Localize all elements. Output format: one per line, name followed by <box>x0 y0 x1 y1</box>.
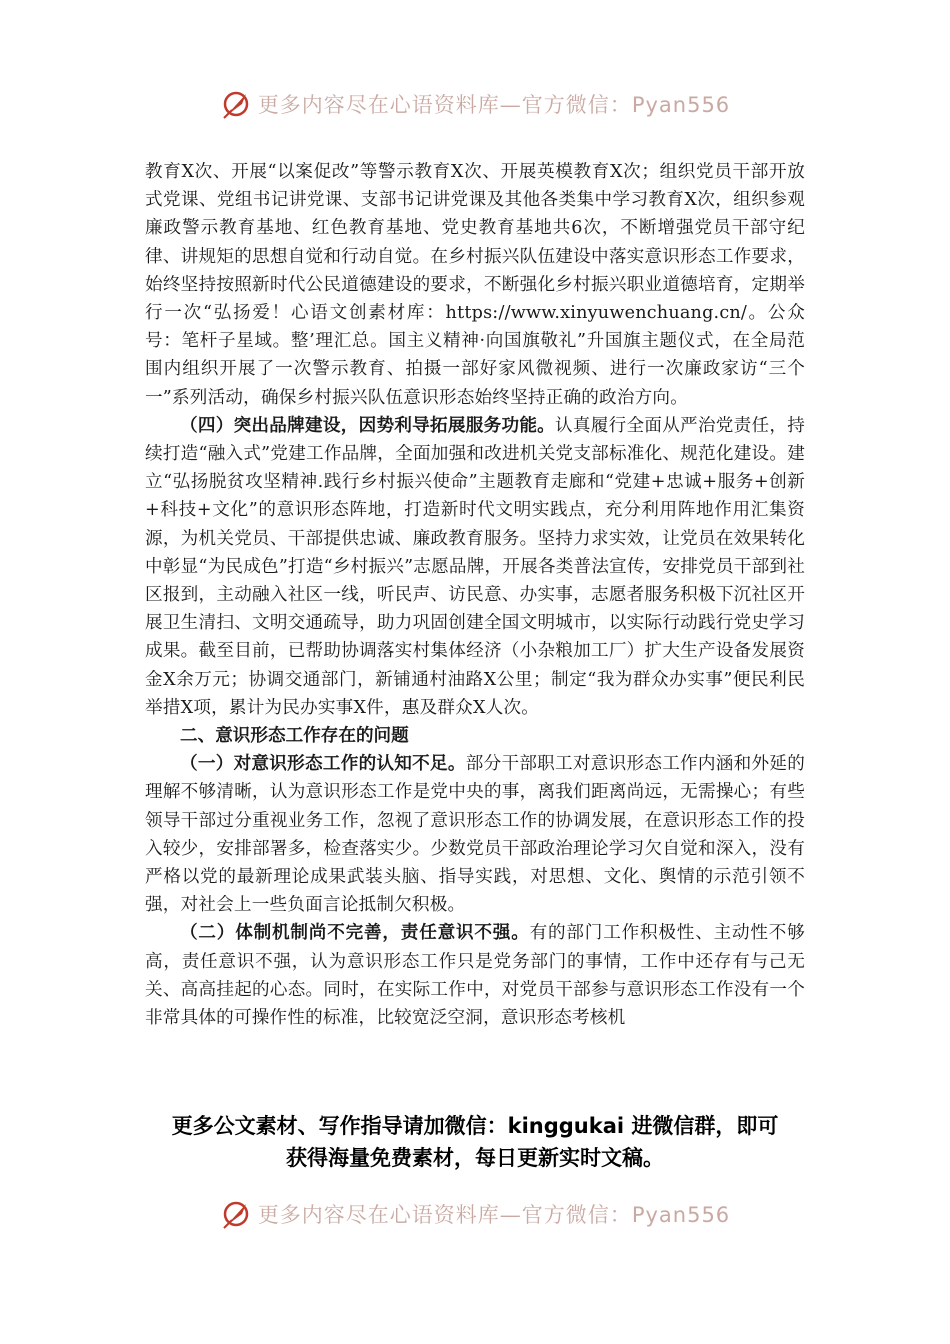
section-heading: 二、意识形态工作存在的问题 <box>180 726 409 747</box>
footer-wechat-id: Pyan556 <box>631 1203 731 1227</box>
promo-line-2: 获得海量免费素材，每日更新实时文稿。 <box>286 1146 664 1170</box>
promo-line-1: 更多公文素材、写作指导请加微信：kinggukai 进微信群，即可 <box>171 1114 779 1138</box>
header-banner <box>0 84 950 124</box>
quill-logo-icon <box>220 1198 252 1230</box>
paragraph-problem-2: （二）体制机制尚不完善，责任意识不强。有的部门工作积极性、主动性不够高，责任意识不强，认为意识形态工作只是党务部门的事情，工作中还存有与己无关、高高挂起的心态。同时，在实际工作中，对党员干部参与意识形态工作没有一个非常具体的可操作性的标准，比较宽泛空洞，意识形态考核机 <box>145 923 805 1029</box>
quill-logo-icon <box>220 88 252 120</box>
header-wechat-id: Pyan556 <box>631 93 731 117</box>
footer-banner <box>0 1194 950 1234</box>
paragraph-lead: （四）突出品牌建设，因势利导拓展服务功能。 <box>180 415 556 436</box>
paragraph-4-brand-building: （四）突出品牌建设，因势利导拓展服务功能。认真履行全面从严治党责任，持续打造“融入式”党建工作品牌，全面加强和改进机关党支部标准化、规范化建设。建立“弘扬脱贫攻坚精神.践行乡村振兴使命”主题教育走廊和“党建+忠诚+服务+创新+科技+文化”的意识形态阵地，打造新时代文明实践点，充分利用阵地作用汇集资源，为机关党员、干部提供忠诚、廉政教育服务。坚持力求实效，让党员在效果转化中彰显“为民成色”打造“乡村振兴”志愿品牌，开展各类普法宣传，安排党员干部到社区报到，主动融入社区一线，听民声、访民意、办实事，志愿者服务积极下沉社区开展卫生清扫、文明交通疏导，助力巩固创建全国文明城市，以实际行动践行党史学习成果。截至目前，已帮助协调落实村集体经济（小杂粮加工厂）扩大生产设备发展资金X余万元；协调交通部门，新铺通村油路X公里；制定“我为群众办实事”便民利民举措X项，累计为民办实事X件，惠及群众X人次。 <box>145 415 806 718</box>
header-banner-text: 更多内容尽在心语资料库—官方微信：Pyan556 <box>257 93 731 117</box>
paragraph-problem-1: （一）对意识形态工作的认知不足。部分干部职工对意识形态工作内涵和外延的理解不够清晰，认为意识形态工作是党中央的事，离我们距离尚远，无需操心；有些领导干部过分重视业务工作，忽视了意识形态工作的协调发展，在意识形态工作的投入较少，安排部署多，检查落实少。少数党员干部政治理论学习欠自觉和深入，没有严格以党的最新理论成果武装头脑、指导实践，对思想、文化、舆情的示范引领不强，对社会上一些负面言论抵制欠积极。 <box>145 754 805 916</box>
paragraph-1: 教育X次、开展“以案促改”等警示教育X次、开展英模教育X次；组织党员干部开放式党课、党组书记讲党课、支部书记讲党课及其他各类集中学习教育X次，组织参观廉政警示教育基地、红色教育基地、党史教育基地共6次，不断增强党员干部守纪律、讲规矩的思想自觉和行动自觉。在乡村振兴队伍建设中落实意识形态工作要求，始终坚持按照新时代公民道德建设的要求，不断强化乡村振兴职业道德培育，定期举行一次“弘扬爱！心语文创素材库：https://www.xinyuwenchuang.cn/。公众号：笔杆子星域。整’理汇总。国主义精神·向国旗敬礼”升国旗主题仪式，在全局范围内组织开展了一次警示教育、拍摄一部好家风微视频、进行一次廉政家访“三个一”系列活动，确保乡村振兴队伍意识形态始终坚持正确的政治方向。 <box>145 162 805 408</box>
paragraph-lead: （一）对意识形态工作的认知不足。 <box>180 754 466 775</box>
document-body <box>145 158 805 1032</box>
footer-banner-text: 更多内容尽在心语资料库—官方微信：Pyan556 <box>257 1203 731 1227</box>
paragraph-lead: （二）体制机制尚不完善，责任意识不强。 <box>180 923 530 944</box>
promo-notice <box>0 1110 950 1174</box>
